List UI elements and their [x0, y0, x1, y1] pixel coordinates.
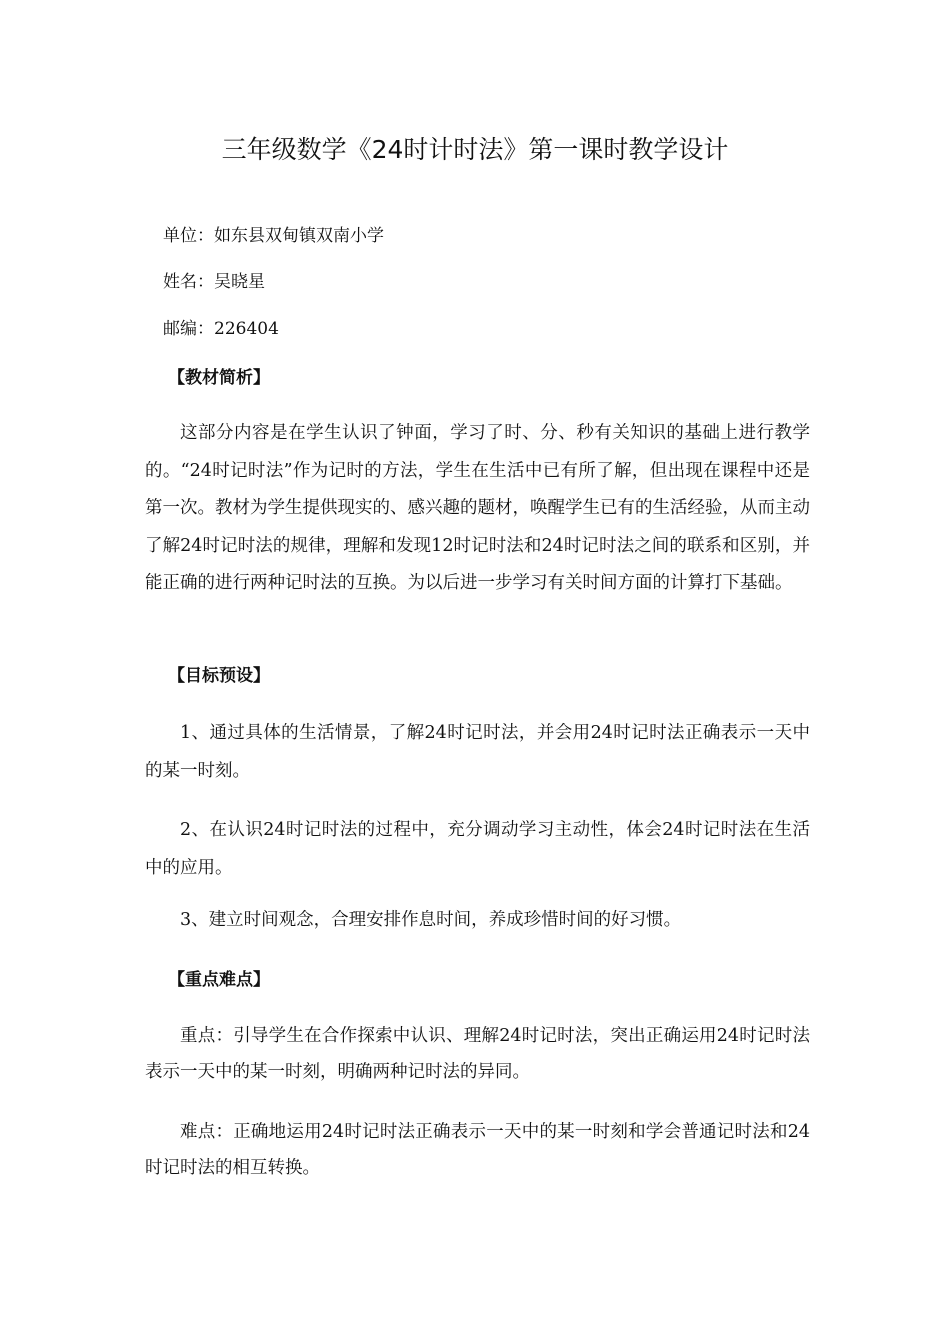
material-paragraph: 这部分内容是在学生认识了钟面，学习了时、分、秒有关知识的基础上进行教学的。“24时记时法”作为记时的方法，学生在生活中已有所了解，但出现在课程中还是第一次。教材为学生提供现实的、感兴趣的题材，唤醒学生已有的生活经验，从而主动了解24时记时法的规律，理解和发现12时记时法和24时记时法之间的联系和区别，并能正确的进行两种记时法的互换。为以后进一步学习有关时间方面的计算打下基础。	[145, 423, 810, 593]
postcode-line: 邮编：226404	[163, 319, 279, 339]
focus-paragraph: 重点：引导学生在合作探索中认识、理解24时记时法，突出正确运用24时记时法表示一天中的某一时刻，明确两种记时法的异同。	[145, 1026, 810, 1082]
difficulty-paragraph: 难点：正确地运用24时记时法正确表示一天中的某一时刻和学会普通记时法和24时记时法的相互转换。	[145, 1122, 810, 1178]
section-heading-goals: 【目标预设】	[168, 666, 270, 686]
section-heading-keypoints: 【重点难点】	[168, 970, 270, 990]
goal-item-2: 2、在认识24时记时法的过程中，充分调动学习主动性，体会24时记时法在生活中的应用。	[145, 820, 810, 878]
goal-item-1: 1、通过具体的生活情景，了解24时记时法，并会用24时记时法正确表示一天中的某一时刻。	[145, 723, 810, 781]
goal-item-3: 3、建立时间观念，合理安排作息时间，养成珍惜时间的好习惯。	[180, 910, 682, 930]
name-line: 姓名：吴晓星	[163, 272, 265, 292]
page-title: 三年级数学《24时计时法》第一课时教学设计	[221, 135, 729, 164]
unit-line: 单位：如东县双甸镇双南小学	[163, 226, 384, 246]
section-heading-material: 【教材简析】	[168, 368, 270, 388]
